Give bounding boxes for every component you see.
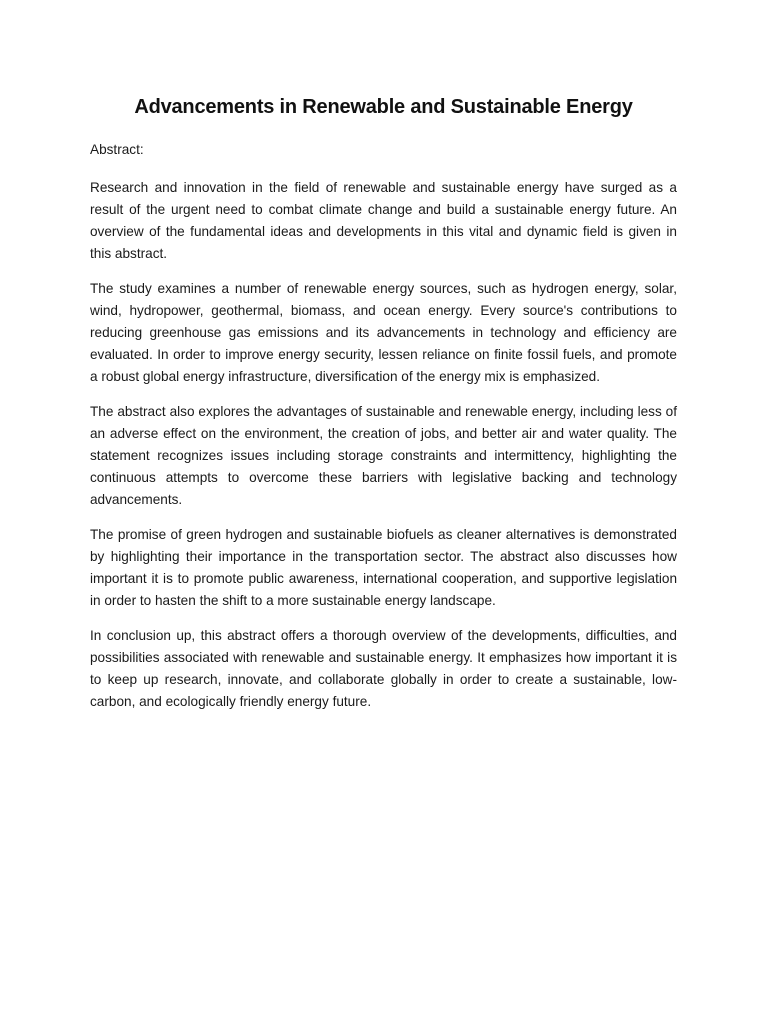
document-title: Advancements in Renewable and Sustainable Energy xyxy=(134,96,633,118)
abstract-label: Abstract: xyxy=(90,142,144,157)
paragraph-1: Research and innovation in the field of renewable and sustainable energy have surged as a result of the urgent need to combat climate change and build a sustainable energy future. An overview of the fundamental ideas and developments in this vital and dynamic field is given in this abstract. xyxy=(90,180,677,261)
paragraph-2: The study examines a number of renewable energy sources, such as hydrogen energy, solar, wind, hydropower, geothermal, biomass, and ocean energy. Every source's contributions to reducing greenhouse gas emissions and its advancements in technology and efficiency are evaluated. In order to improve energy security, lessen reliance on finite fossil fuels, and promote a robust global energy infrastructure, diversification of the energy mix is emphasized. xyxy=(90,281,677,384)
paragraph-5: In conclusion up, this abstract offers a thorough overview of the developments, difficulties, and possibilities associated with renewable and sustainable energy. It emphasizes how important it is to keep up research, innovate, and collaborate globally in order to create a sustainable, low-carbon, and ecologically friendly energy future. xyxy=(90,628,677,709)
document-body xyxy=(90,92,677,726)
paragraph-4: The promise of green hydrogen and sustainable biofuels as cleaner alternatives is demonstrated by highlighting their importance in the transportation sector. The abstract also discusses how important it is to promote public awareness, international cooperation, and supportive legislation in order to hasten the shift to a more sustainable energy landscape. xyxy=(90,527,677,608)
paragraph-3: The abstract also explores the advantages of sustainable and renewable energy, including less of an adverse effect on the environment, the creation of jobs, and better air and water quality. The statement recognizes issues including storage constraints and intermittency, highlighting the continuous attempts to overcome these barriers with legislative backing and technology advancements. xyxy=(90,404,677,507)
